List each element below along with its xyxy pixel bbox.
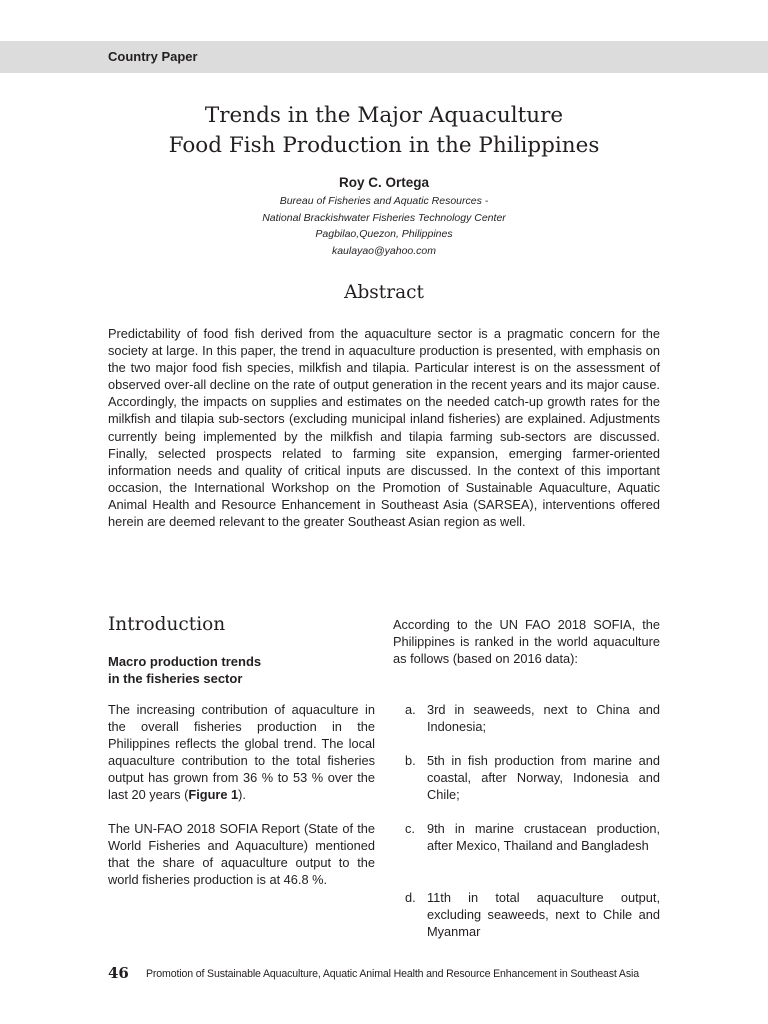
page-number: 46 xyxy=(108,964,129,982)
abstract-heading: Abstract xyxy=(344,282,424,303)
author-affiliation xyxy=(0,193,768,259)
title-line-2: Food Fish Production in the Philippines xyxy=(168,133,600,158)
list-marker: c. xyxy=(405,821,415,836)
affiliation-line: Bureau of Fisheries and Aquatic Resources - xyxy=(279,195,489,207)
list-marker: a. xyxy=(405,702,416,717)
intro-paragraph-1 xyxy=(108,701,375,804)
intro-paragraph-2: The UN-FAO 2018 SOFIA Report (State of the World Fisheries and Aquaculture) mentioned that the share of aquaculture output to the world fisheries production is at 46.8 %. xyxy=(108,821,375,888)
affiliation-line: Pagbilao,Quezon, Philippines xyxy=(315,228,453,240)
ranking-text: 11th in total aquaculture output, excluding seaweeds, next to Chile and Myanmar xyxy=(427,890,660,940)
list-marker: d. xyxy=(405,890,416,905)
ranking-text: 9th in marine crustacean production, after Mexico, Thailand and Bangladesh xyxy=(427,821,660,854)
ranking-item xyxy=(393,889,660,940)
ranking-intro: According to the UN FAO 2018 SOFIA, the Philippines is ranked in the world aquaculture as follows (based on 2016 data): xyxy=(393,617,660,667)
figure-reference: Figure 1 xyxy=(188,787,239,803)
ranking-text: 5th in fish production from marine and coastal, after Norway, Indonesia and Chile; xyxy=(427,753,660,803)
ranking-item xyxy=(393,752,660,803)
abstract-body: Predictability of food fish derived from the aquaculture sector is a pragmatic concern for the society at large. In this paper, the trend in aquaculture production is presented, with emphasis on the two major food fish species, milkfish and tilapia. Particular interest is on the assessment of observed over-all decline on the rate of output generation in the recent years and its major cause. Accordingly, the impacts on supplies and estimates on the needed catch-up growth rates for the milkfish and tilapia sub-sectors (excluding municipal inland fisheries) are explained. Adjustments currently being implemented by the milkfish and tilapia farming sub-sectors are discussed. Finally, selected prospects related to farming site expansion, emerging farmer-oriented information needs and quality of critical inputs are discussed. In the context of this important occasion, the International Workshop on the Promotion of Sustainable Aquaculture, Aquatic Animal Health and Resource Enhancement in Southeast Asia (SARSEA), interventions offered herein are deemed relevant to the greater Southeast Asian region as well. xyxy=(108,326,660,530)
paper-title xyxy=(0,101,768,161)
paragraph-text: The increasing contribution of aquaculture in the overall fisheries production in the Philippines reflects the global trend. The local aquaculture contribution to the total fisheries output has grown from 36 % to 53 % over the last 20 years ( xyxy=(108,702,375,803)
section-label: Country Paper xyxy=(108,49,198,64)
subsection-heading xyxy=(108,653,358,687)
ranking-text: 3rd in seaweeds, next to China and Indonesia; xyxy=(427,702,660,735)
header-band xyxy=(0,41,768,73)
paragraph-text: ). xyxy=(238,787,246,803)
subheading-line: Macro production trends xyxy=(108,654,262,669)
author-name: Roy C. Ortega xyxy=(338,175,430,190)
affiliation-line: National Brackishwater Fisheries Technology Center xyxy=(262,211,506,224)
list-marker: b. xyxy=(405,753,416,768)
author-email: kaulayao@yahoo.com xyxy=(331,244,437,257)
ranking-item xyxy=(393,701,660,735)
running-footer: Promotion of Sustainable Aquaculture, Aquatic Animal Health and Resource Enhancement in Southeast Asia xyxy=(146,968,639,980)
title-line-1: Trends in the Major Aquaculture xyxy=(204,103,564,128)
subheading-line: in the fisheries sector xyxy=(108,671,243,686)
introduction-heading: Introduction xyxy=(108,614,226,635)
ranking-item xyxy=(393,820,660,854)
